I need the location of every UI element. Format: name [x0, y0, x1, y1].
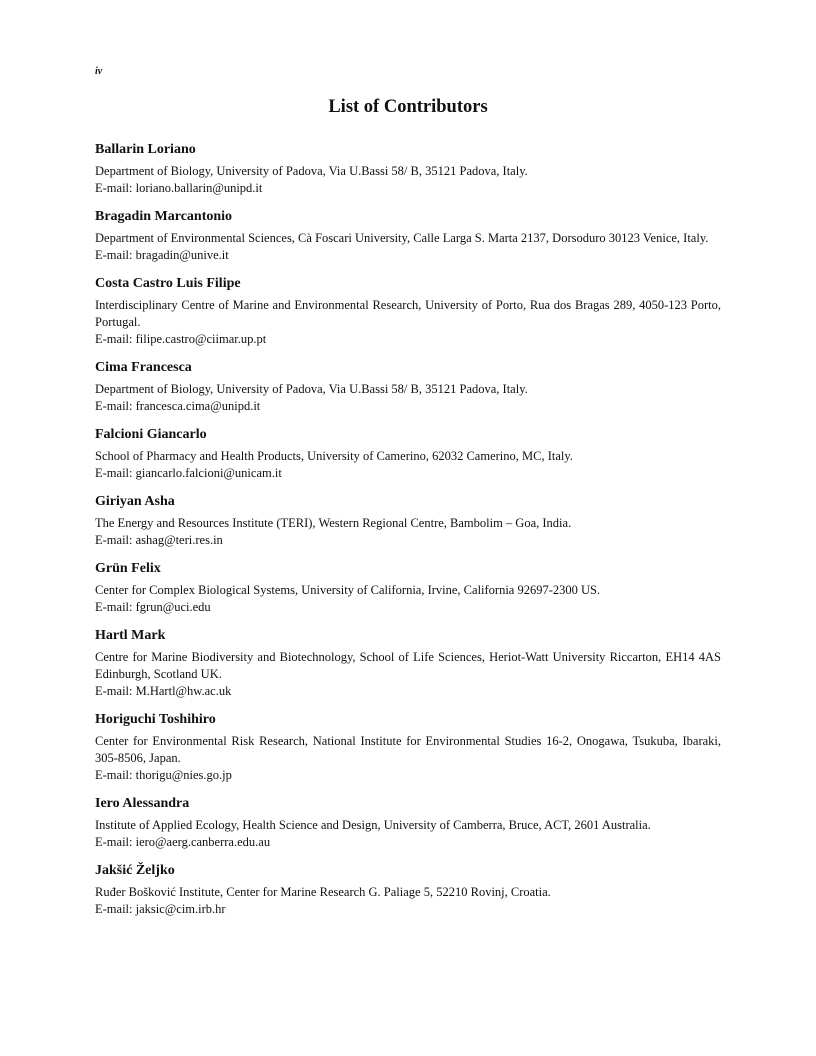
contributor-name: Giriyan Asha [95, 494, 175, 509]
contributor-email: E-mail: ashag@teri.res.in [95, 533, 223, 547]
page-title: List of Contributors [328, 97, 488, 117]
contributor-entry [95, 141, 721, 197]
contributor-affiliation: The Energy and Resources Institute (TERI), Western Regional Centre, Bambolim – Goa, India. [95, 516, 572, 530]
contributor-list [95, 141, 721, 929]
contributor-email: E-mail: giancarlo.falcioni@unicam.it [95, 466, 282, 480]
contributor-affiliation: Center for Environmental Risk Research, National Institute for Environmental Studies 16-2, Onogawa, Tsukuba, Ibaraki, 305-8506, Japan. [95, 734, 721, 765]
contributor-entry [95, 560, 721, 616]
contributor-entry [95, 627, 721, 700]
page-number: iv [95, 66, 103, 77]
contributor-email: E-mail: fgrun@uci.edu [95, 600, 211, 614]
contributor-name: Costa Castro Luis Filipe [95, 276, 241, 291]
contributor-entry [95, 426, 721, 482]
contributor-entry [95, 208, 721, 264]
contributor-affiliation: Institute of Applied Ecology, Health Science and Design, University of Camberra, Bruce, ACT, 2601 Australia. [95, 818, 651, 832]
contributor-affiliation: Ruđer Bošković Institute, Center for Marine Research G. Paliage 5, 52210 Rovinj, Croatia. [95, 885, 551, 899]
contributor-email: E-mail: loriano.ballarin@unipd.it [95, 181, 263, 195]
contributor-email: E-mail: bragadin@unive.it [95, 248, 229, 262]
contributor-name: Horiguchi Toshihiro [95, 712, 216, 727]
contributor-email: E-mail: iero@aerg.canberra.edu.au [95, 835, 271, 849]
contributor-email: E-mail: filipe.castro@ciimar.up.pt [95, 332, 267, 346]
contributor-email: E-mail: thorigu@nies.go.jp [95, 768, 232, 782]
contributor-affiliation: Center for Complex Biological Systems, University of California, Irvine, California 92697-2300 US. [95, 583, 601, 597]
contributor-email: E-mail: jaksic@cim.irb.hr [95, 902, 226, 916]
contributor-affiliation: Centre for Marine Biodiversity and Biotechnology, School of Life Sciences, Heriot-Watt University Riccarton, EH14 4AS Edinburgh, Scotland UK. [95, 650, 721, 681]
contributor-email: E-mail: M.Hartl@hw.ac.uk [95, 684, 232, 698]
contributor-entry [95, 862, 721, 918]
contributor-name: Cima Francesca [95, 360, 192, 375]
contributor-entry [95, 795, 721, 851]
contributor-affiliation: Department of Biology, University of Padova, Via U.Bassi 58/ B, 35121 Padova, Italy. [95, 164, 528, 178]
contributor-affiliation: Department of Biology, University of Padova, Via U.Bassi 58/ B, 35121 Padova, Italy. [95, 382, 528, 396]
contributor-entry [95, 493, 721, 549]
contributor-name: Ballarin Loriano [95, 142, 196, 157]
contributor-name: Hartl Mark [95, 628, 166, 643]
contributor-name: Iero Alessandra [95, 796, 190, 811]
contributor-name: Grün Felix [95, 561, 161, 576]
contributor-affiliation: Department of Environmental Sciences, Cà Foscari University, Calle Larga S. Marta 2137, Dorsoduro 30123 Venice, Italy. [95, 231, 709, 245]
contributor-name: Bragadin Marcantonio [95, 209, 233, 224]
contributor-name: Falcioni Giancarlo [95, 427, 207, 442]
contributor-entry [95, 359, 721, 415]
contributor-entry [95, 711, 721, 784]
contributor-affiliation: School of Pharmacy and Health Products, University of Camerino, 62032 Camerino, MC, Italy. [95, 449, 573, 463]
contributor-name: Jakšić Željko [95, 863, 175, 878]
contributor-entry [95, 275, 721, 348]
contributor-affiliation: Interdisciplinary Centre of Marine and Environmental Research, University of Porto, Rua dos Bragas 289, 4050-123 Porto, Portugal. [95, 298, 721, 329]
contributor-email: E-mail: francesca.cima@unipd.it [95, 399, 261, 413]
